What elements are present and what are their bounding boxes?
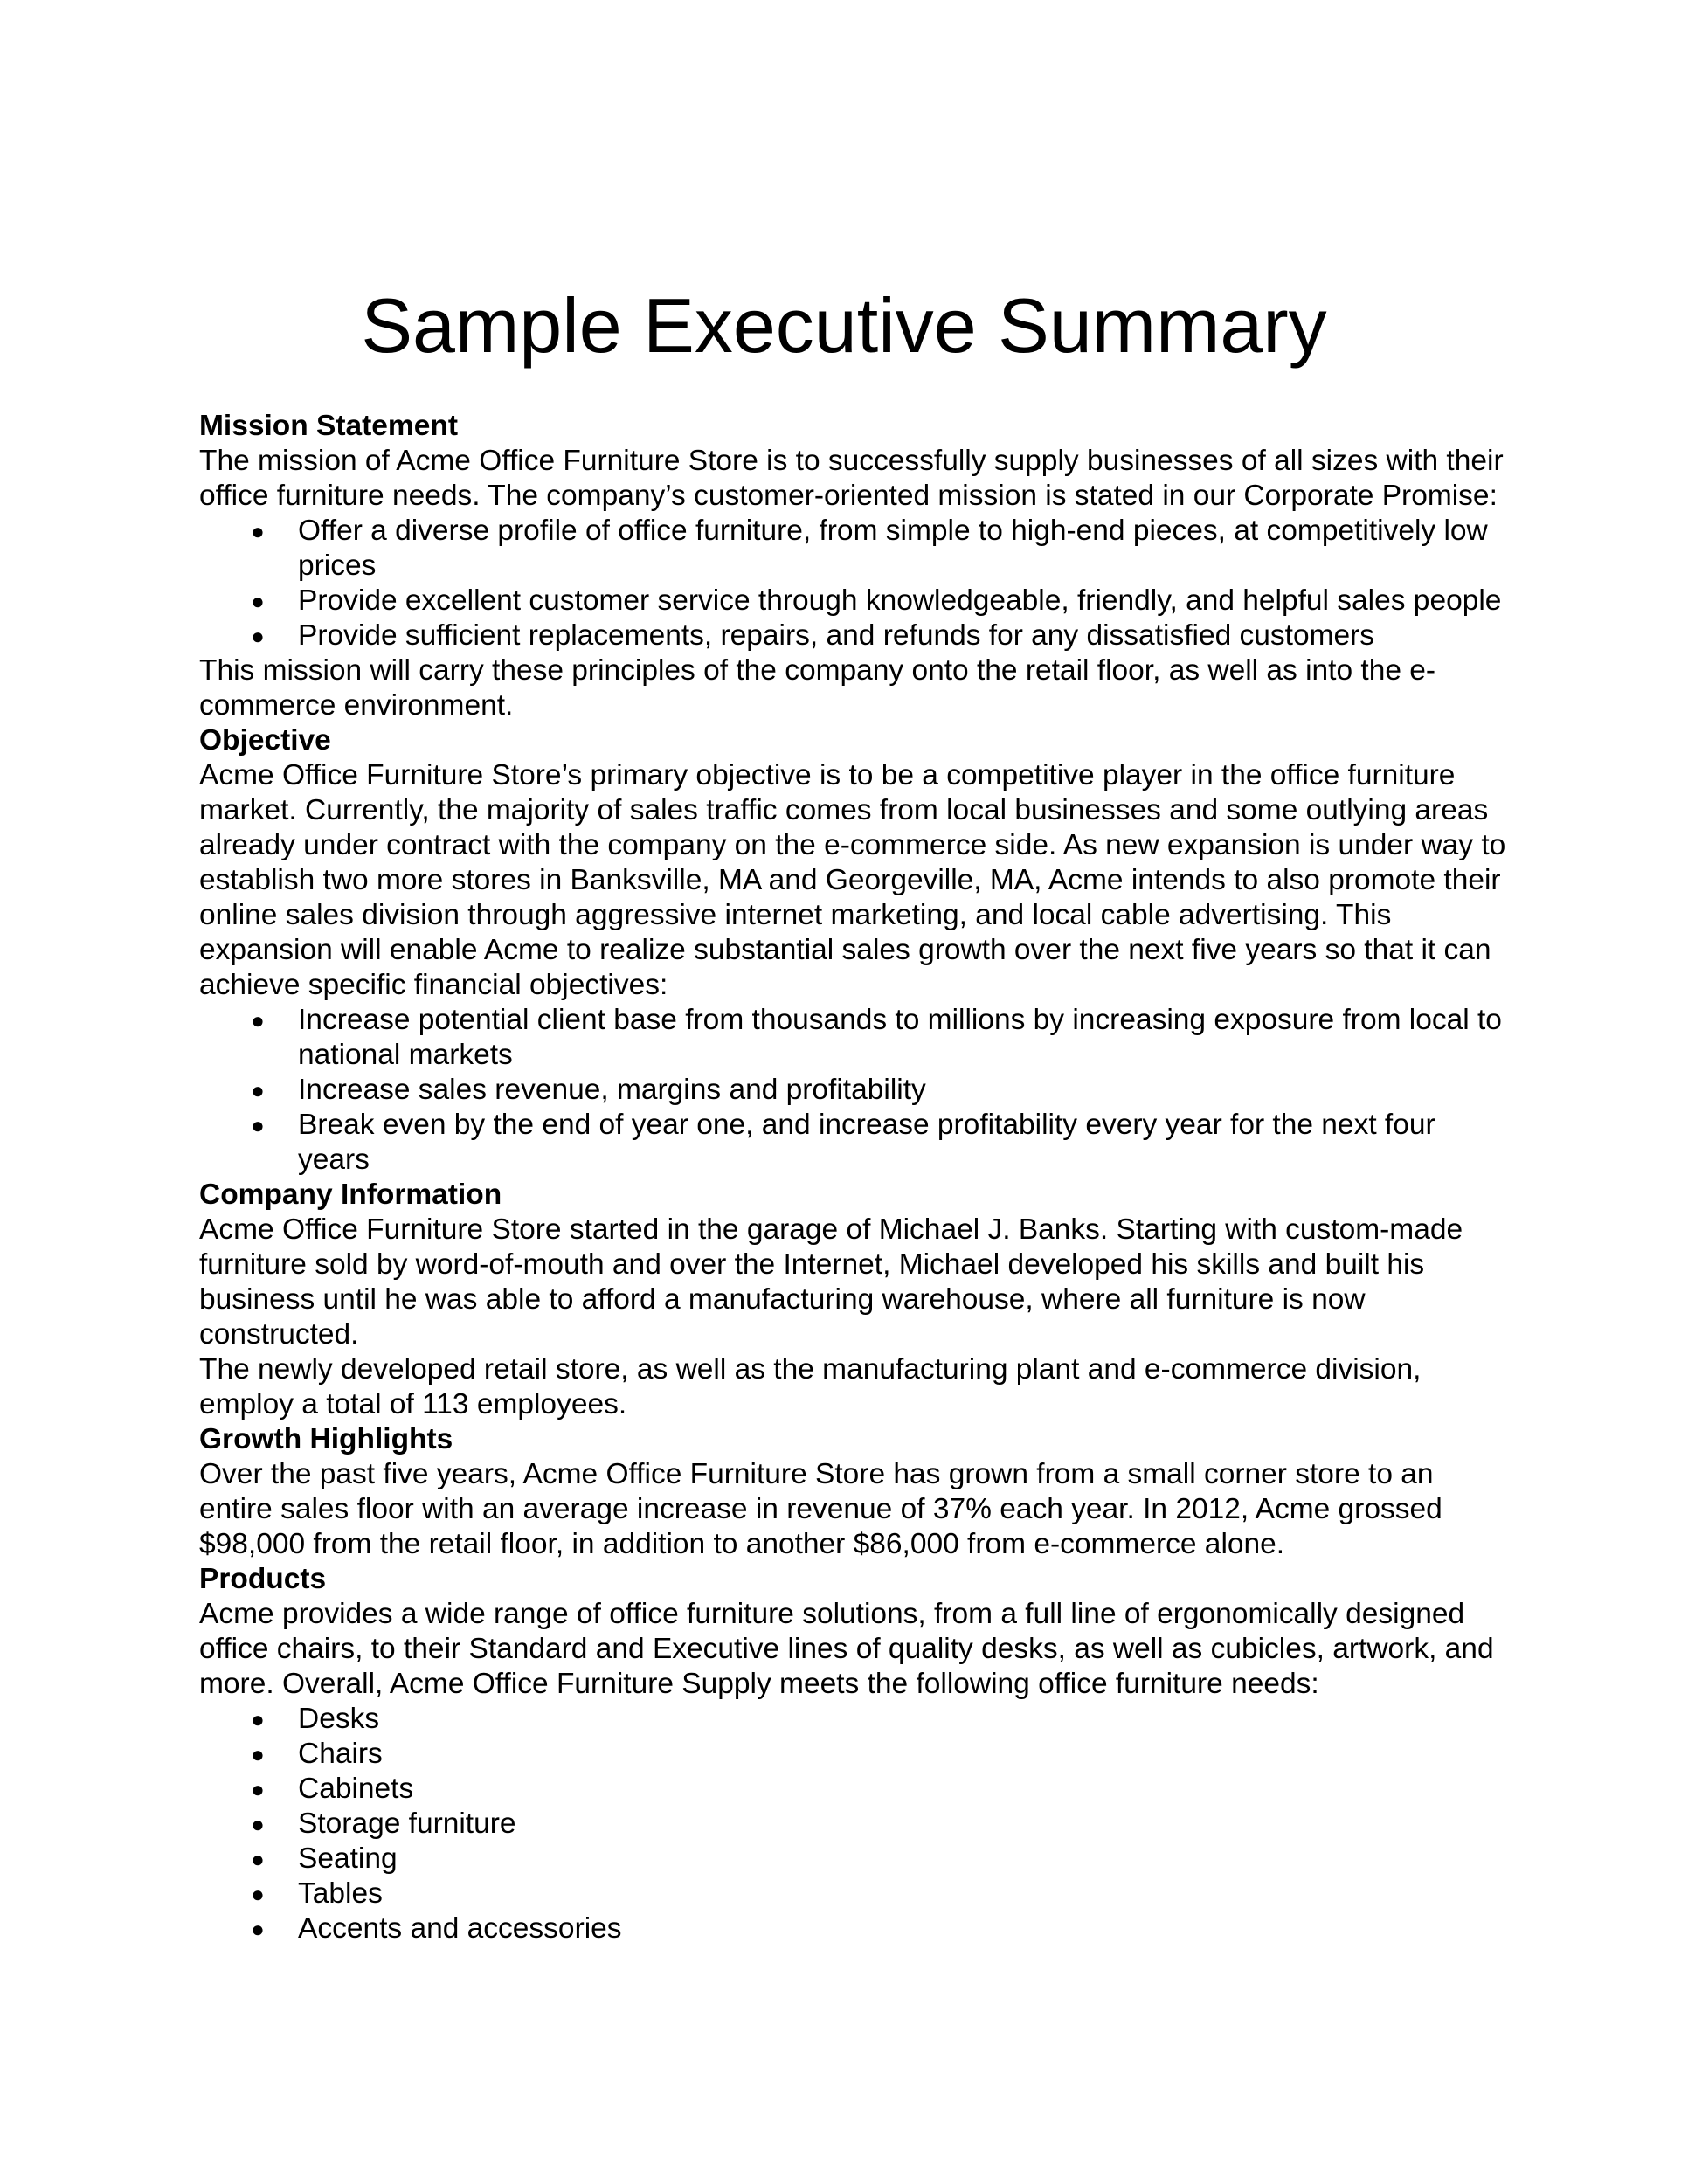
bullet-icon: ● <box>251 1776 265 1802</box>
bullet-icon: ● <box>251 1916 265 1942</box>
list-item <box>199 619 1510 653</box>
bullet-icon: ● <box>251 518 265 544</box>
objective-bullet-list <box>199 1003 1510 1178</box>
list-item <box>199 1842 1510 1876</box>
list-item <box>199 1108 1510 1178</box>
list-item <box>199 1702 1510 1737</box>
list-item-text: Storage furniture <box>298 1807 516 1840</box>
objective-intro: Acme Office Furniture Store’s primary objective is to be a competitive player in the office furniture market. Currently, the majority of sales traffic comes from local businesses and some outlying areas already under contract with the company on the e-commerce side. As new expansion is under way to establish two more stores in Banksville, MA and Georgeville, MA, Acme intends to also promote their online sales division through aggressive internet marketing, and local cable advertising. This expansion will enable Acme to realize substantial sales growth over the next five years so that it can achieve specific financial objectives: <box>199 759 1506 1001</box>
list-item-text: Accents and accessories <box>298 1912 622 1945</box>
list-item <box>199 1003 1510 1073</box>
list-item-text: Cabinets <box>298 1773 414 1805</box>
mission-closing: This mission will carry these principles of the company onto the retail floor, as well as into the e-commerce environment. <box>199 654 1436 722</box>
company-paragraph-1: Acme Office Furniture Store started in the garage of Michael J. Banks. Starting with custom-made furniture sold by word-of-mouth and over the Internet, Michael developed his skills and built his business until he was able to afford a manufacturing warehouse, where all furniture is now constructed. <box>199 1213 1463 1351</box>
list-item-text: Tables <box>298 1877 383 1910</box>
list-item-text: Increase sales revenue, margins and profitability <box>298 1074 926 1106</box>
products-bullet-list <box>199 1702 1510 1946</box>
products-heading: Products <box>199 1563 327 1595</box>
company-paragraph-2: The newly developed retail store, as well as the manufacturing plant and e-commerce division, employ a total of 113 employees. <box>199 1353 1422 1420</box>
bullet-icon: ● <box>251 1706 265 1732</box>
growth-heading: Growth Highlights <box>199 1423 453 1455</box>
list-item <box>199 1073 1510 1108</box>
mission-heading: Mission Statement <box>199 410 458 442</box>
list-item <box>199 514 1510 584</box>
list-item-text: Desks <box>298 1703 380 1735</box>
bullet-icon: ● <box>251 1881 265 1907</box>
company-heading: Company Information <box>199 1178 502 1211</box>
list-item <box>199 1911 1510 1946</box>
list-item-text: Provide sufficient replacements, repairs, and refunds for any dissatisfied customers <box>298 619 1375 652</box>
bullet-icon: ● <box>251 1077 265 1103</box>
list-item-text: Increase potential client base from thousands to millions by increasing exposure from local to national markets <box>298 1004 1502 1071</box>
list-item-text: Seating <box>298 1842 398 1875</box>
products-intro: Acme provides a wide range of office furniture solutions, from a full line of ergonomically designed office chairs, to their Standard and Executive lines of quality desks, as well as cubicles, artwork, and more. Overall, Acme Office Furniture Supply meets the following office furniture needs: <box>199 1598 1494 1700</box>
document-title: Sample Executive Summary <box>361 282 1327 369</box>
mission-intro: The mission of Acme Office Furniture Store is to successfully supply businesses of all sizes with their office furniture needs. The company’s customer-oriented mission is stated in our Corporate Promise: <box>199 445 1504 512</box>
bullet-icon: ● <box>251 1846 265 1872</box>
list-item <box>199 1737 1510 1772</box>
objective-heading: Objective <box>199 724 331 757</box>
bullet-icon: ● <box>251 623 265 649</box>
document-body <box>199 409 1510 1946</box>
list-item <box>199 1876 1510 1911</box>
bullet-icon: ● <box>251 1112 265 1138</box>
bullet-icon: ● <box>251 1007 265 1033</box>
list-item <box>199 1772 1510 1807</box>
mission-bullet-list <box>199 514 1510 653</box>
list-item-text: Offer a diverse profile of office furniture, from simple to high-end pieces, at competitively low prices <box>298 515 1488 582</box>
bullet-icon: ● <box>251 1811 265 1837</box>
list-item-text: Provide excellent customer service through knowledgeable, friendly, and helpful sales people <box>298 584 1502 617</box>
growth-paragraph: Over the past five years, Acme Office Furniture Store has grown from a small corner store to an entire sales floor with an average increase in revenue of 37% each year. In 2012, Acme grossed $98,000 from the retail floor, in addition to another $86,000 from e-commerce alone. <box>199 1458 1442 1560</box>
bullet-icon: ● <box>251 588 265 614</box>
list-item <box>199 584 1510 619</box>
list-item <box>199 1807 1510 1842</box>
list-item-text: Chairs <box>298 1738 383 1770</box>
bullet-icon: ● <box>251 1741 265 1767</box>
list-item-text: Break even by the end of year one, and increase profitability every year for the next four years <box>298 1109 1435 1176</box>
